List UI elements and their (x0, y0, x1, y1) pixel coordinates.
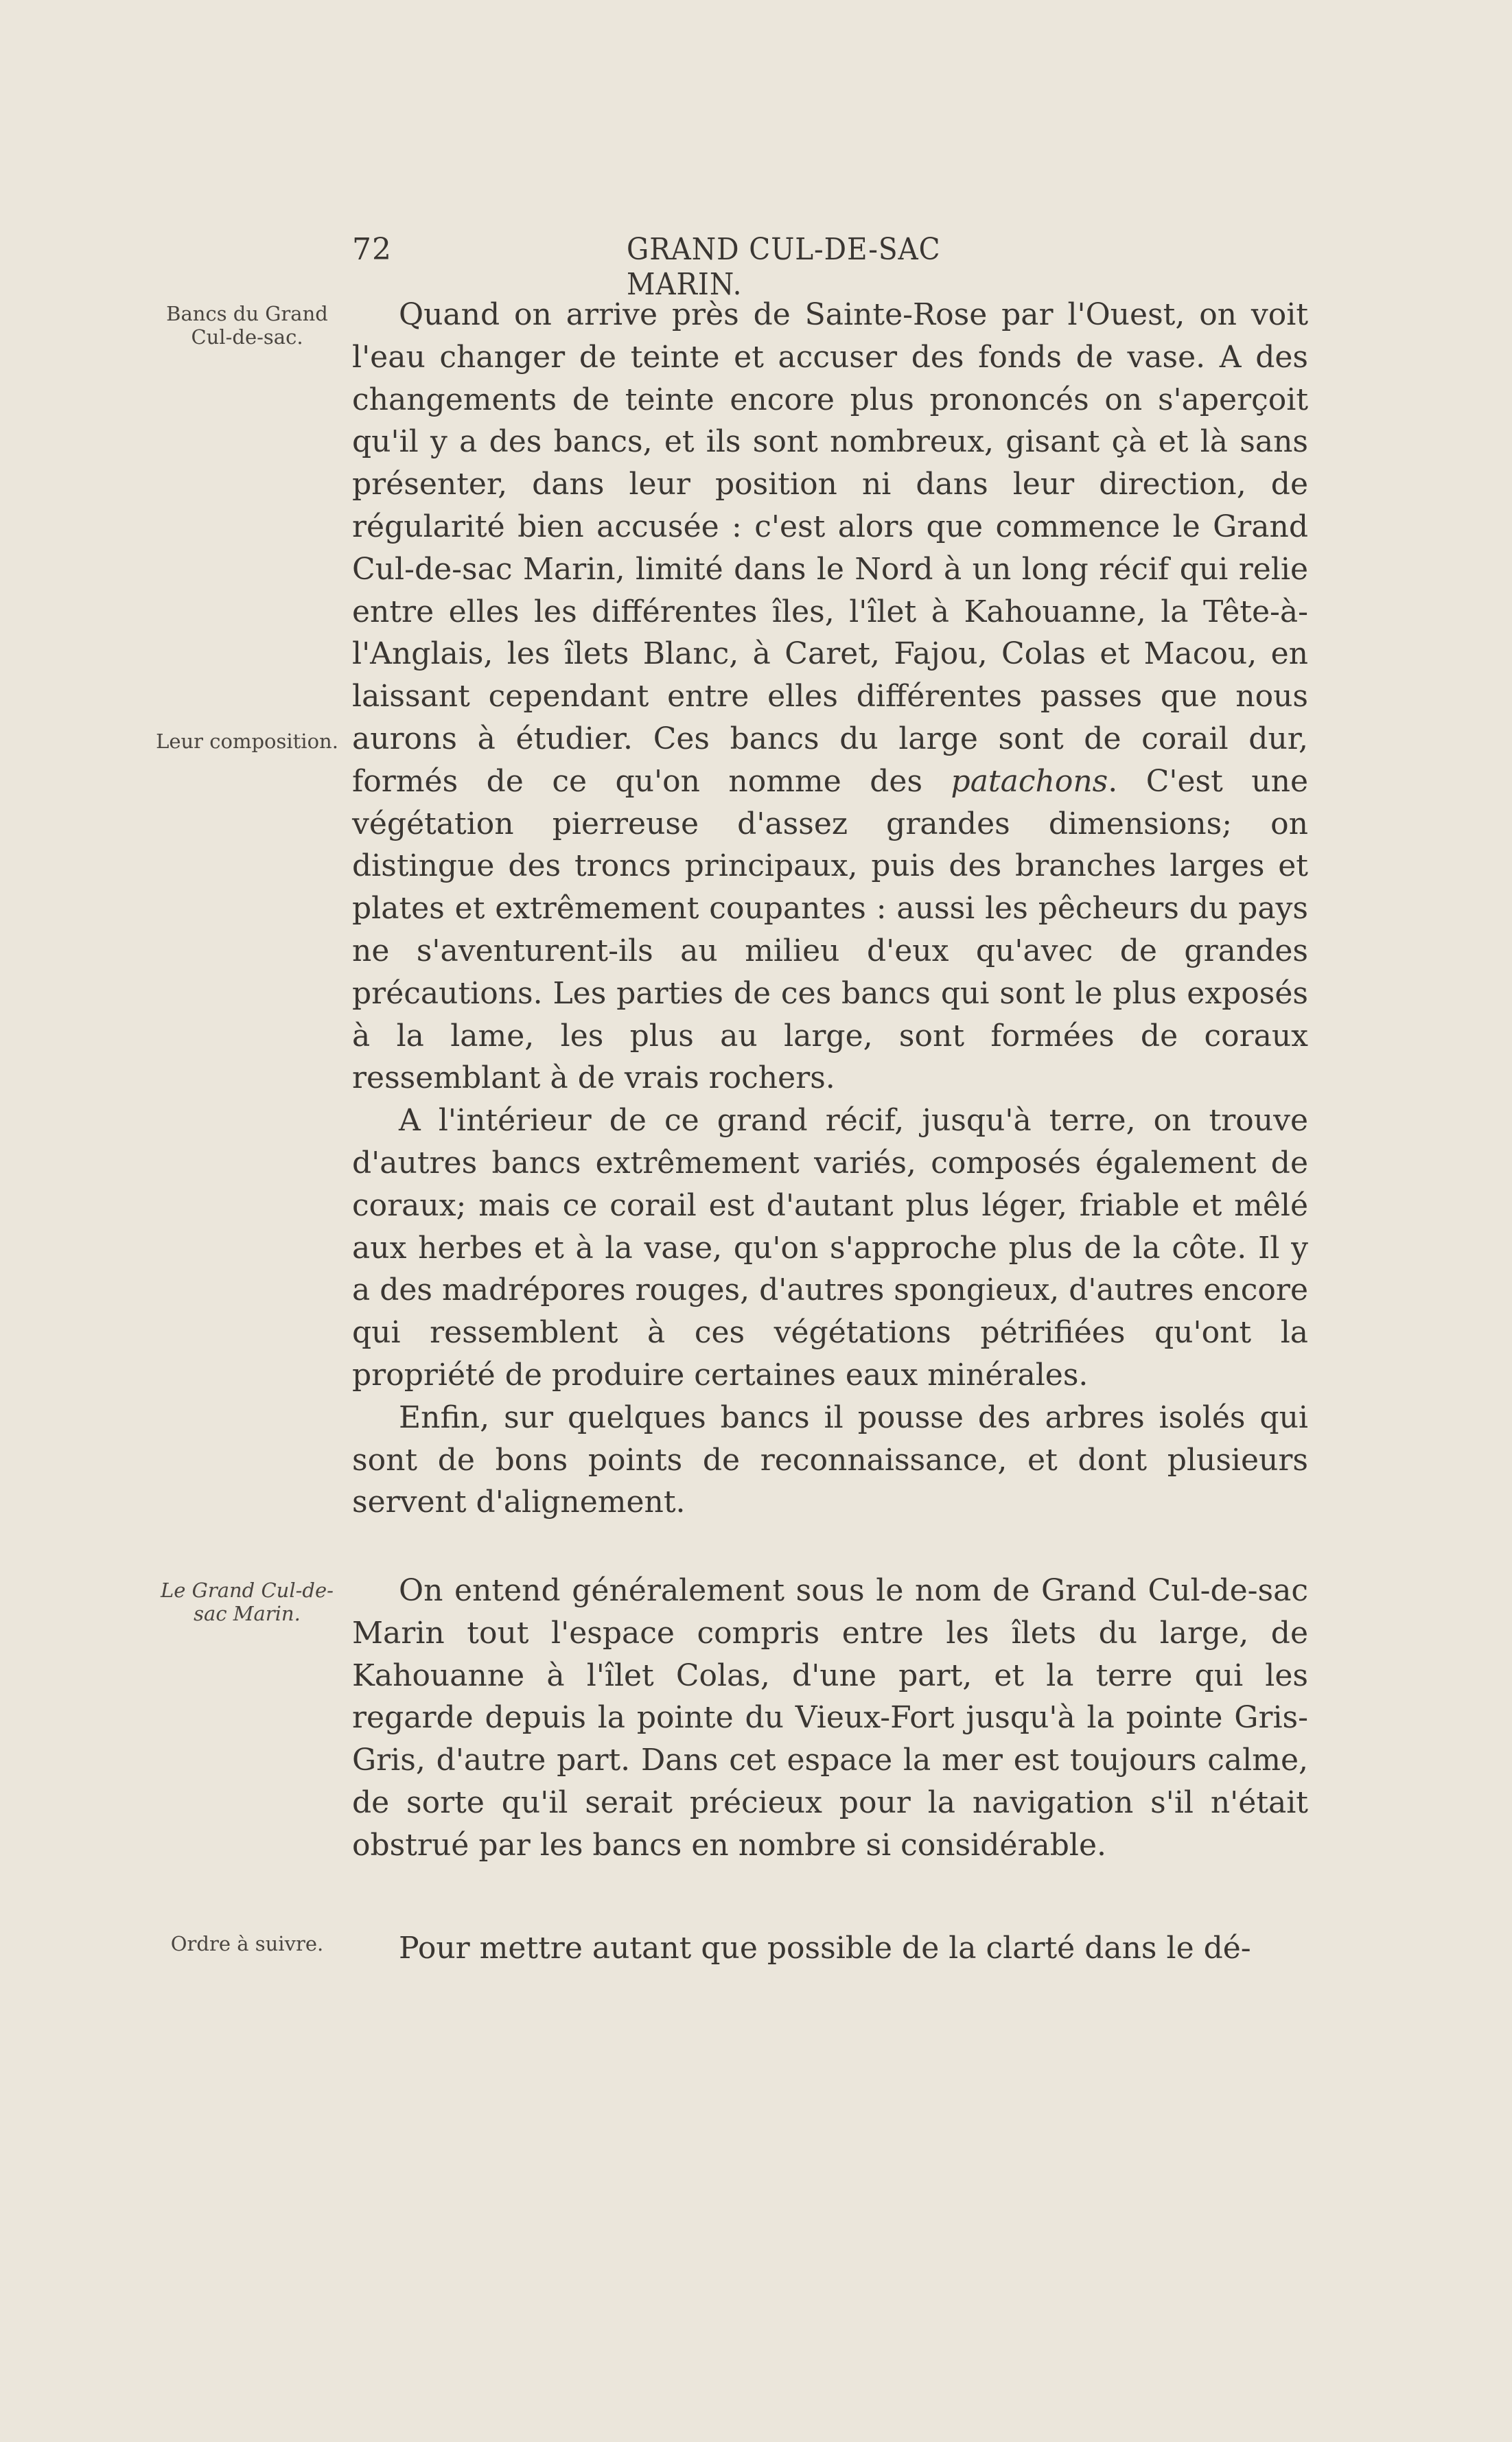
italic-term: patachons (951, 763, 1108, 799)
margin-note-composition: Leur composition. (156, 730, 338, 753)
margin-note-bancs: Bancs du Grand Cul-de-sac. (166, 302, 328, 349)
margin-note-ordre: Ordre à suivre. (170, 1932, 324, 1955)
page-number: 72 (352, 232, 392, 267)
paragraph-text: Quand on arrive près de Sainte-Rose par l'Ouest, on voit l'eau changer de teinte et accuser des fonds de vase. A des changements de teinte encore plus prononcés on s'aperçoit qu'il y a des bancs, et ils sont nombreux, gisant çà et là sans présenter, dans leur position ni dans leur direction, de régularité bien accusée : c'est alors que commence le Grand Cul-de-sac Marin, limité dans le Nord à un long récif qui relie entre elles les différentes îles, l'îlet à Kahouanne, la Tête-à-l'Anglais, les îlets Blanc, à Caret, Fajou, Colas et Macou, en laissant cependant entre elles différentes passes que nous aurons à étudier. Ces bancs du large sont de corail dur, formés de ce qu'on nomme des (352, 297, 1308, 799)
running-head (352, 232, 1038, 302)
text-section-ordre (352, 1927, 1308, 1970)
text-section-definition (352, 1570, 1308, 1867)
paragraph: On entend généralement sous le nom de Grand Cul-de-sac Marin tout l'espace compris entre les îlets du large, de Kahouanne à l'îlet Colas, d'une part, et la terre qui les regarde depuis la pointe du Vieux-Fort jusqu'à la pointe Gris-Gris, d'autre part. Dans cet espace la mer est toujours calme, de sorte qu'il serait précieux pour la navigation s'il n'était obstrué par les bancs en nombre si considérable. (352, 1573, 1308, 1863)
margin-note-grand-cul-de-sac: Le Grand Cul-de-sac Marin. (161, 1579, 334, 1625)
paragraph-text: . C'est une végétation pierreuse d'assez grandes dimensions; on distingue des troncs principaux, puis des branches larges et plates et extrêmement coupantes : aussi les pêcheurs du pays ne s'aventurent-ils au milieu d'eux qu'avec de grandes précautions. Les parties de ces bancs qui sont le plus exposés à la lame, les plus au large, sont formées de coraux ressemblant à de vrais rochers. (352, 763, 1308, 1096)
paragraph (352, 294, 1308, 1100)
page-title: GRAND CUL-DE-SAC MARIN. (627, 232, 941, 302)
text-section-bancs (352, 294, 1308, 1524)
paragraph: Pour mettre autant que possible de la clarté dans le dé- (399, 1931, 1251, 1966)
paragraph: A l'intérieur de ce grand récif, jusqu'à terre, on trouve d'autres bancs extrêmement variés, composés également de coraux; mais ce corail est d'autant plus léger, friable et mêlé aux herbes et à la vase, qu'on s'approche plus de la côte. Il y a des madrépores rouges, d'autres spongieux, d'autres encore qui ressemblent à ces végétations pétrifiées qu'ont la propriété de produire certaines eaux minérales. (352, 1103, 1308, 1393)
paragraph: Enfin, sur quelques bancs il pousse des arbres isolés qui sont de bons points de reconnaissance, et dont plusieurs servent d'alignement. (352, 1399, 1308, 1520)
